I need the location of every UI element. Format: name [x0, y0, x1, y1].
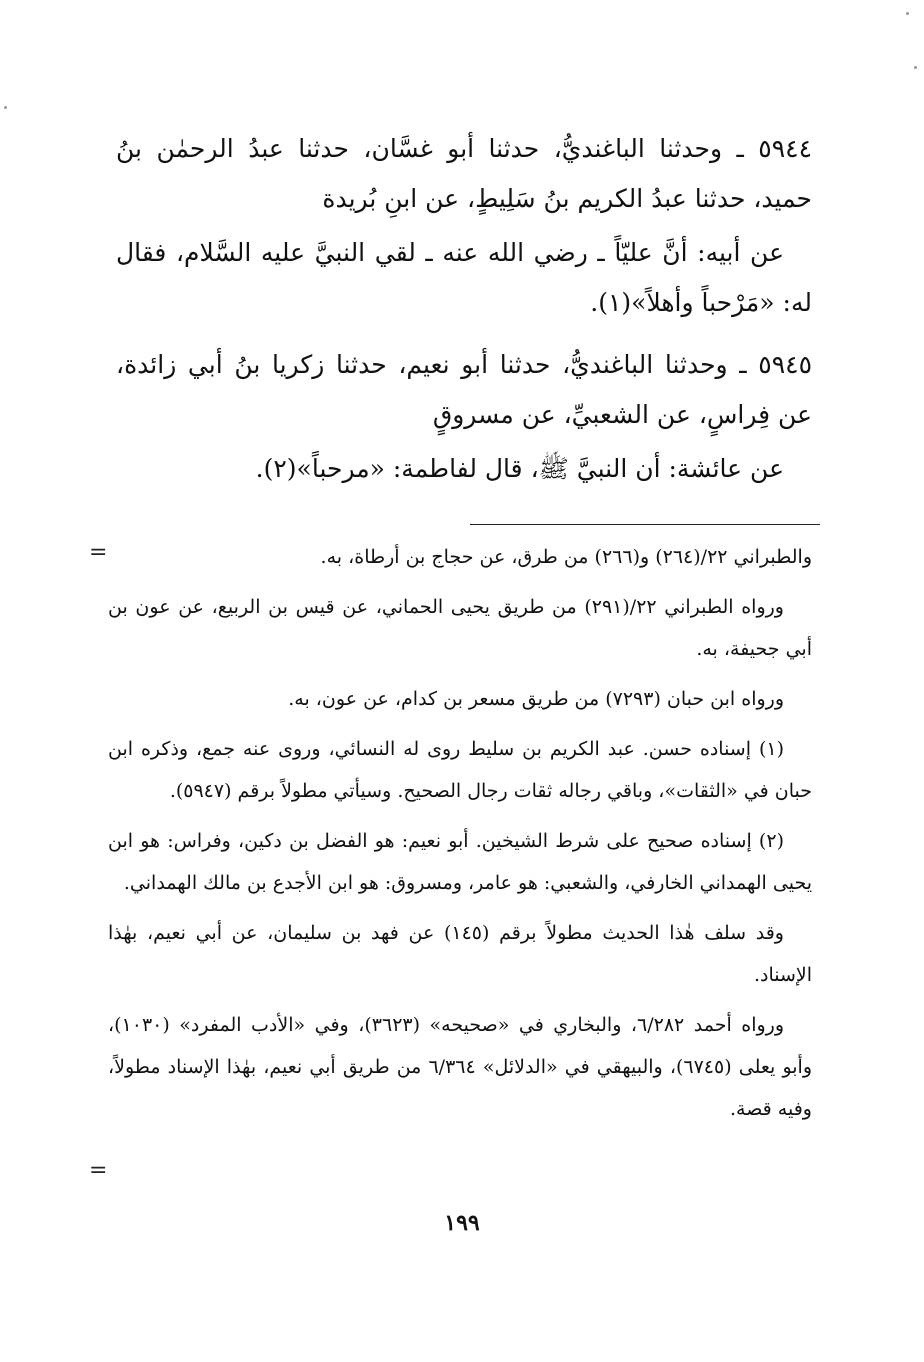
footnote-paragraph: ورواه الطبراني ٢٢/(٢٩١) من طريق يحيى الحماني، عن قيس بن الربيع، عن عون بن أبي جحيفة، به.: [108, 596, 812, 660]
footnote-continuation: والطبراني ٢٢/(٢٦٤) و(٢٦٦) من طرق، عن حجاج بن أرطاة، به.: [320, 546, 812, 568]
hadith-isnad: ٥٩٤٥ ـ وحدثنا الباغنديُّ، حدثنا أبو نعيم، حدثنا زكريا بنُ أبي زائدة، عن فِراسٍ، عن الشعبيِّ، عن مسروقٍ: [116, 350, 812, 429]
scan-speck: [4, 106, 7, 109]
footnote-paragraph: ورواه ابن حبان (٧٢٩٣) من طريق مسعر بن كدام، عن عون، به.: [288, 688, 784, 710]
hadith-5944: [116, 124, 812, 328]
footnotes: [108, 536, 812, 1138]
footnote-paragraph: وقد سلف هٰذا الحديث مطولاً برقم (١٤٥) عن فهد بن سليمان، عن أبي نعيم، بهٰذا الإسناد.: [108, 922, 812, 986]
scan-speck: [906, 12, 909, 15]
footnote-1: (١) إسناده حسن. عبد الكريم بن سليط روى له النسائي، وروى عنه جمع، وذكره ابن حبان في «الثقات»، وباقي رجاله ثقات رجال الصحيح. وسيأتي مطولاً برقم (٥٩٤٧).: [108, 738, 812, 802]
hadith-matn: عن عائشة: أن النبيَّ ﷺ، قال لفاطمة: «مرحباً»(٢).: [255, 454, 784, 483]
hadith-5945: [116, 340, 812, 494]
scan-speck: [914, 66, 917, 69]
continuation-mark-top: =: [89, 540, 108, 565]
hadith-matn: عن أبيه: أنَّ عليّاً ـ رضي الله عنه ـ لقي النبيَّ عليه السَّلام، فقال له: «مَرْحباً وأهلاً»(١).: [116, 238, 812, 317]
page-number: ١٩٩: [444, 1210, 480, 1236]
footnote-2: (٢) إسناده صحيح على شرط الشيخين. أبو نعيم: هو الفضل بن دكين، وفراس: هو ابن يحيى الهمداني الخارفي، والشعبي: هو عامر، ومسروق: هو ابن الأجدع بن مالك الهمداني.: [108, 830, 812, 894]
continuation-mark-bottom: =: [89, 1158, 108, 1183]
footnote-paragraph: ورواه أحمد ٦/٢٨٢، والبخاري في «صحيحه» (٣٦٢٣)، وفي «الأدب المفرد» (١٠٣٠)، وأبو يعلى (٦٧٤٥)، والبيهقي في «الدلائل» ٦/٣٦٤ من طريق أبي نعيم، بهٰذا الإسناد مطولاً، وفيه قصة.: [108, 1014, 812, 1120]
hadith-isnad: ٥٩٤٤ ـ وحدثنا الباغنديُّ، حدثنا أبو غسَّان، حدثنا عبدُ الرحمٰن بنُ حميد، حدثنا عبدُ الكريم بنُ سَلِيطٍ، عن ابنِ بُريدة: [116, 134, 812, 213]
footnote-divider: [470, 524, 820, 525]
